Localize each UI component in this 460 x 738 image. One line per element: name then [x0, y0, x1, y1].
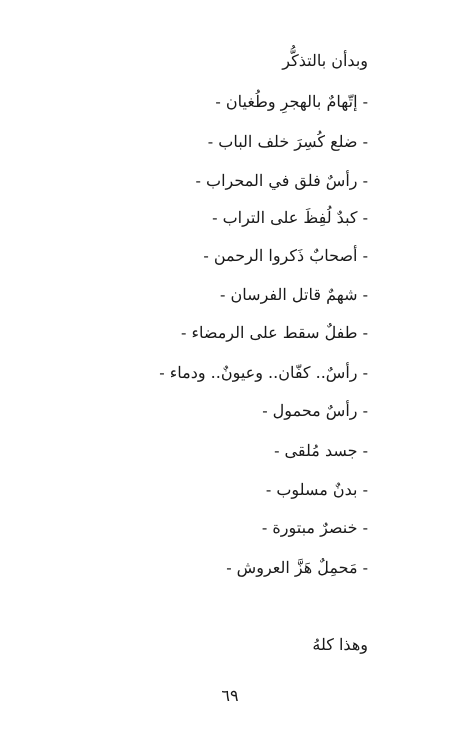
poem-line: - جسد مُلقى - — [274, 441, 368, 460]
poem-line: - بدنٌ مسلوب - — [265, 480, 368, 499]
poem-line: - رأسٌ محمول - — [262, 401, 368, 420]
poem-line: - طفلٌ سقط على الرمضاء - — [180, 323, 368, 342]
intro-line: وبدأن بالتذكُّر — [282, 51, 368, 70]
poem-line: - خنصرٌ مبتورة - — [261, 518, 368, 537]
poem-line: - رأسٌ.. كفّان.. وعيونٌ.. ودماء - — [159, 363, 368, 382]
poem-line: - إتّهامٌ بالهجرِ وطُغيان - — [215, 92, 368, 111]
poem-line: - كبدٌ لُفِظَ على التراب - — [212, 208, 368, 227]
poem-line: - شهمٌ قاتل الفرسان - — [220, 285, 368, 304]
poem-line: - مَحمِلٌ هَزَّ العروش - — [226, 558, 368, 577]
page-number: ٦٩ — [221, 686, 239, 705]
poem-line: - رأسٌ فلق في المحراب - — [195, 171, 368, 190]
poem-line: - أصحابٌ ذَكروا الرحمن - — [203, 246, 368, 265]
poem-line: - ضلع كُسِرَ خلف الباب - — [207, 132, 368, 151]
closing-line: وهذا كلهُ — [312, 635, 368, 654]
